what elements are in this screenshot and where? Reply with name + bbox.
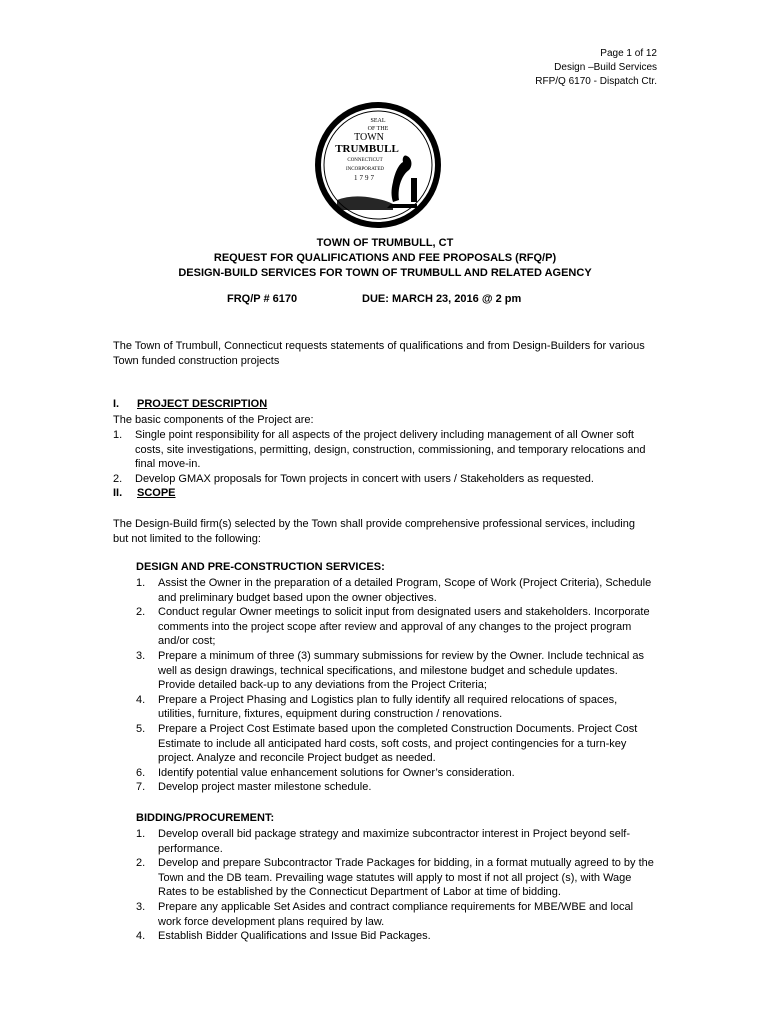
list-item — [113, 428, 653, 472]
list-item-text: Develop overall bid package strategy and maximize subcontractor interest in Project beyond self-performance. — [158, 828, 631, 855]
list-item — [136, 576, 656, 605]
section-lead: The basic components of the Project are: — [113, 414, 314, 426]
list-item-number: 2. — [136, 857, 146, 870]
list-item-number: 3. — [136, 649, 146, 662]
list-item-text: Prepare a minimum of three (3) summary submissions for review by the Owner. Include technical as well as design drawings, technical specifications, and milestone budget and schedule updates. Provide detailed back-up to any deviations from the Project Criteria; — [158, 649, 645, 692]
list-item — [113, 472, 653, 487]
list-item-number: 1. — [113, 429, 123, 441]
list-item-text: Prepare a Project Cost Estimate based upon the completed Construction Documents. Project Cost Estimate to include all anticipated hard costs, soft costs, and project contingencies for a turn-key project. Analyze and reconcile Project budget as needed. — [158, 722, 638, 765]
list-item-text: Prepare any applicable Set Asides and contract compliance requirements for MBE/WBE and local work force development plans required by law. — [158, 900, 634, 928]
list-item — [136, 693, 656, 722]
page-header — [535, 47, 657, 89]
list-item — [136, 856, 656, 900]
town-seal-logo — [313, 100, 443, 230]
seal-word-trumbull: TRUMBULL — [335, 143, 399, 155]
list-item — [136, 780, 656, 795]
list-item-text: Develop project master milestone schedule. — [158, 781, 372, 794]
list-item-number: 7. — [136, 781, 146, 794]
title-line-2: REQUEST FOR QUALIFICATIONS AND FEE PROPOSALS (RFQ/P) — [213, 252, 557, 264]
list-item — [136, 900, 656, 929]
scope-lead-paragraph: The Design-Build firm(s) selected by the Town shall provide comprehensive professional services, including but not limited to the following: — [113, 518, 635, 545]
list-item-text: Develop and prepare Subcontractor Trade Packages for bidding, in a format mutually agreed to by the Town and the DB team. Prevailing wage statutes will apply to most if not all project (s), with Wage Rates to be established by the Connecticut Department of Labor at time of bidding. — [158, 857, 654, 899]
seal-ring-of: OF THE — [367, 126, 389, 132]
list-item — [136, 929, 656, 944]
list-item-number: 1. — [136, 577, 146, 589]
intro-paragraph: The Town of Trumbull, Connecticut requests statements of qualifications and from Design-Builders for various Town funded construction projects — [113, 340, 645, 367]
list-item-text: Identify potential value enhancement solutions for Owner’s consideration. — [158, 766, 515, 779]
page-number: Page 1 of 12 — [600, 48, 657, 59]
subheading-bidding: BIDDING/PROCUREMENT: — [136, 812, 275, 824]
design-services-list — [136, 576, 656, 795]
document-title — [0, 236, 770, 281]
frq-number: FRQ/P # 6170 — [227, 293, 298, 305]
list-item-number: 2. — [136, 606, 146, 619]
list-item-number: 3. — [136, 900, 146, 913]
list-item-number: 2. — [113, 472, 123, 485]
section-heading-project-description — [113, 398, 267, 410]
section-heading-scope — [113, 487, 176, 499]
section-title: PROJECT DESCRIPTION — [137, 398, 268, 410]
list-item-text: Establish Bidder Qualifications and Issue Bid Packages. — [158, 930, 431, 943]
title-line-1: TOWN OF TRUMBULL, CT — [316, 237, 454, 249]
bidding-list — [136, 827, 656, 944]
header-rfp: RFP/Q 6170 - Dispatch Ctr. — [535, 76, 657, 87]
list-item — [136, 766, 656, 781]
title-line-3: DESIGN-BUILD SERVICES FOR TOWN OF TRUMBULL AND RELATED AGENCY — [178, 267, 592, 279]
list-item — [136, 605, 656, 649]
list-item-text: Prepare a Project Phasing and Logistics plan to fully identify all required relocations of spaces, utilities, furniture, fixtures, equipment during construction / renovations. — [158, 693, 618, 721]
section-title: SCOPE — [137, 487, 176, 499]
list-item — [136, 649, 656, 693]
list-item-number: 6. — [136, 766, 146, 779]
list-item-number: 5. — [136, 722, 146, 735]
project-description-list — [113, 428, 653, 486]
list-item-number: 4. — [136, 930, 146, 943]
list-item — [136, 827, 656, 856]
list-item-text: Develop GMAX proposals for Town projects in concert with users / Stakeholders as requested. — [135, 472, 594, 485]
seal-word-town: TOWN — [354, 132, 384, 143]
seal-sub-incorporated: INCORPORATED — [345, 167, 385, 172]
seal-year: 1797 — [354, 174, 376, 182]
header-service: Design –Build Services — [554, 62, 657, 73]
list-item-text: Assist the Owner in the preparation of a detailed Program, Scope of Work (Project Criteria), Schedule and preliminary budget based upon the owner objectives. — [158, 577, 652, 604]
section-number: I. — [113, 398, 120, 410]
list-item-text: Conduct regular Owner meetings to solicit input from designated users and stakeholders. Incorporate comments into the project scope after review and approval of any changes to the project program and/or cost; — [158, 606, 650, 648]
due-date: DUE: MARCH 23, 2016 @ 2 pm — [362, 293, 522, 305]
seal-ring-text: SEAL — [370, 118, 386, 124]
list-item-number: 1. — [136, 828, 146, 840]
section-number: II. — [113, 487, 123, 499]
list-item-number: 4. — [136, 693, 146, 706]
subheading-design: DESIGN AND PRE-CONSTRUCTION SERVICES: — [136, 561, 385, 573]
list-item-text: Single point responsibility for all aspects of the project delivery including management of all Owner soft costs, site investigations, permitting, design, construction, commissioning, and temporary relocations and final move-in. — [135, 429, 646, 471]
list-item — [136, 722, 656, 766]
seal-sub-connecticut: CONNECTICUT — [347, 158, 383, 163]
